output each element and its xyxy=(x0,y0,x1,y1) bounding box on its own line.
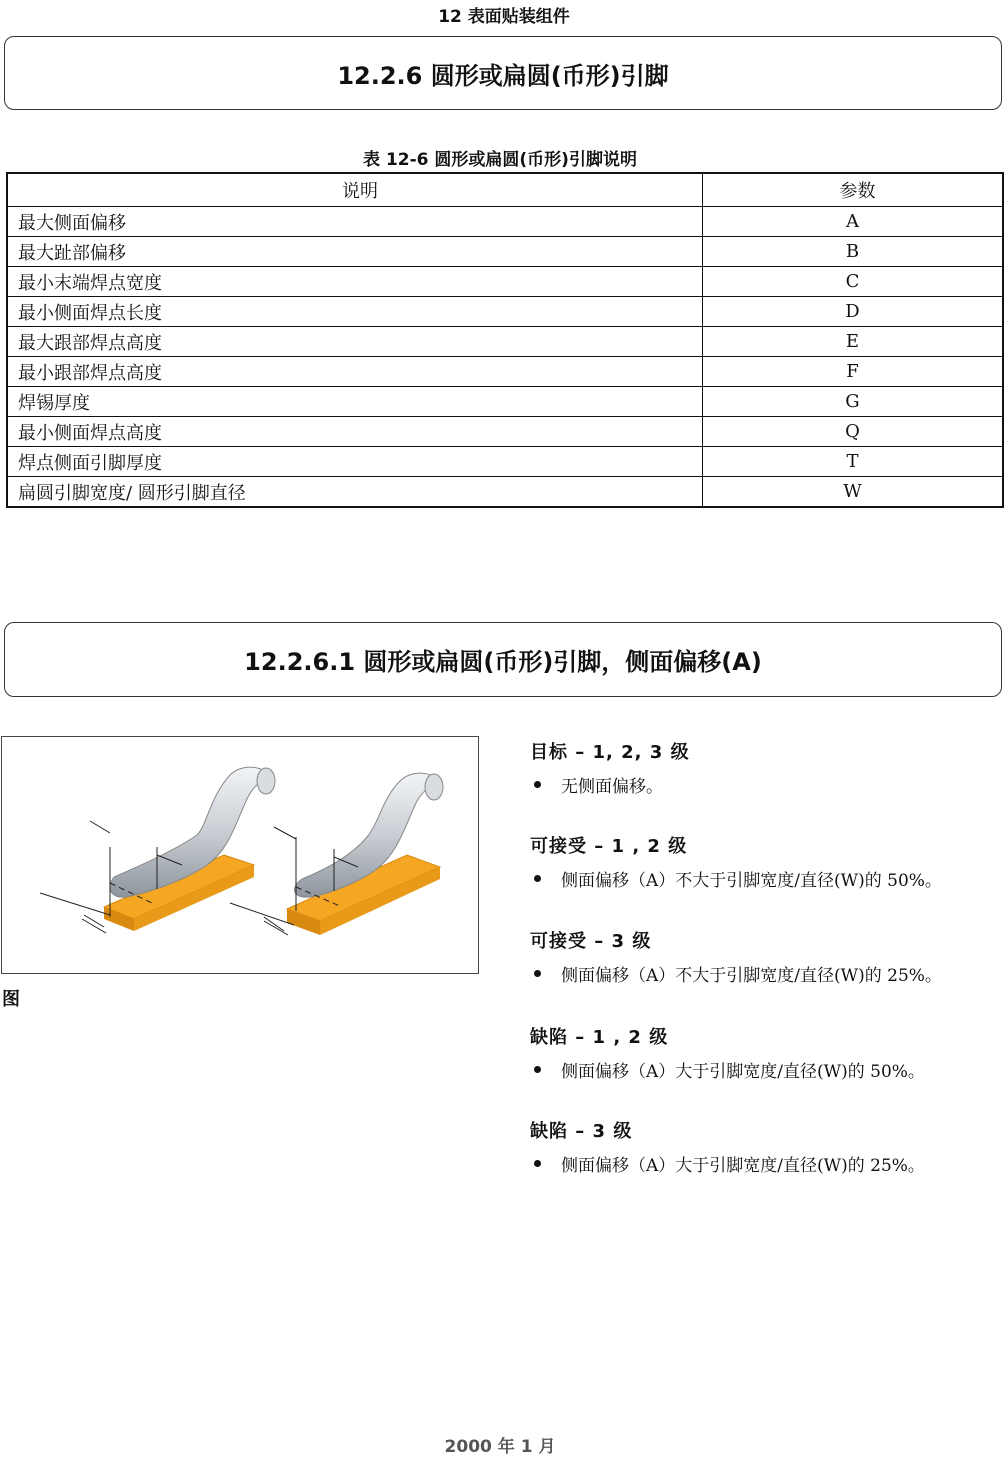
row-description: 焊点侧面引脚厚度 xyxy=(7,447,703,477)
lead-offset-figure xyxy=(1,736,479,974)
figure-label: 图 xyxy=(2,989,20,1010)
table-row xyxy=(7,387,1003,417)
criteria-text: 无侧面偏移。 xyxy=(561,777,663,797)
row-description: 扁圆引脚宽度/ 圆形引脚直径 xyxy=(7,477,703,508)
table-caption: 表 12-6 圆形或扁圆(币形)引脚说明 xyxy=(363,150,637,170)
lead-illustration xyxy=(2,737,478,973)
header-parameter: 参数 xyxy=(703,173,1004,207)
criteria-item xyxy=(530,961,1008,986)
criteria-item xyxy=(530,1151,1008,1176)
table-row xyxy=(7,297,1003,327)
header-description: 说明 xyxy=(7,173,703,207)
row-description: 最大趾部偏移 xyxy=(7,237,703,267)
table-row xyxy=(7,207,1003,237)
row-description: 最小侧面焊点高度 xyxy=(7,417,703,447)
criteria-defect-12 xyxy=(530,1023,1008,1082)
criteria-title: 缺陷 – 1 , 2 级 xyxy=(530,1027,669,1048)
criteria-item xyxy=(530,866,1008,891)
row-parameter: A xyxy=(703,207,1004,237)
criteria-title: 可接受 – 1 , 2 级 xyxy=(530,836,688,857)
criteria-defect-3 xyxy=(530,1117,1008,1176)
row-description: 最小侧面焊点长度 xyxy=(7,297,703,327)
bullet-icon xyxy=(534,970,541,977)
section-title: 12.2.6 圆形或扁圆(币形)引脚 xyxy=(337,61,669,90)
row-description: 最小跟部焊点高度 xyxy=(7,357,703,387)
criteria-title: 缺陷 – 3 级 xyxy=(530,1121,633,1142)
criteria-title: 可接受 – 3 级 xyxy=(530,931,652,952)
row-description: 最大侧面偏移 xyxy=(7,207,703,237)
bullet-icon xyxy=(534,875,541,882)
row-parameter: G xyxy=(703,387,1004,417)
criteria-title: 目标 – 1, 2, 3 级 xyxy=(530,742,690,763)
criteria-text: 侧面偏移（A）不大于引脚宽度/直径(W)的 50%。 xyxy=(561,871,942,891)
table-row xyxy=(7,477,1003,508)
criteria-text: 侧面偏移（A）大于引脚宽度/直径(W)的 50%。 xyxy=(561,1062,925,1082)
left-lead-end xyxy=(257,768,275,794)
row-parameter: Q xyxy=(703,417,1004,447)
row-parameter: T xyxy=(703,447,1004,477)
section-title-box xyxy=(4,36,1002,110)
table-row xyxy=(7,267,1003,297)
criteria-text: 侧面偏移（A）不大于引脚宽度/直径(W)的 25%。 xyxy=(561,966,942,986)
table-row xyxy=(7,417,1003,447)
row-parameter: C xyxy=(703,267,1004,297)
table-row xyxy=(7,237,1003,267)
row-parameter: F xyxy=(703,357,1004,387)
table-header-row xyxy=(7,173,1003,207)
row-description: 最小末端焊点宽度 xyxy=(7,267,703,297)
bullet-icon xyxy=(534,1160,541,1167)
criteria-target xyxy=(530,738,1008,797)
row-parameter: W xyxy=(703,477,1004,508)
row-parameter: B xyxy=(703,237,1004,267)
chapter-header: 12 表面贴装组件 xyxy=(438,7,570,27)
criteria-item xyxy=(530,772,1008,797)
bullet-icon xyxy=(534,781,541,788)
row-description: 最大跟部焊点高度 xyxy=(7,327,703,357)
parameter-table xyxy=(6,172,1004,508)
bullet-icon xyxy=(534,1066,541,1073)
table-row xyxy=(7,327,1003,357)
criteria-text: 侧面偏移（A）大于引脚宽度/直径(W)的 25%。 xyxy=(561,1156,925,1176)
right-lead-end xyxy=(425,774,443,800)
row-parameter: D xyxy=(703,297,1004,327)
table-row xyxy=(7,447,1003,477)
subsection-title-box xyxy=(4,622,1002,697)
row-description: 焊锡厚度 xyxy=(7,387,703,417)
criteria-item xyxy=(530,1057,1008,1082)
criteria-acceptable-12 xyxy=(530,832,1008,891)
row-parameter: E xyxy=(703,327,1004,357)
criteria-acceptable-3 xyxy=(530,927,1008,986)
page-footer-date: 2000 年 1 月 xyxy=(444,1437,556,1457)
subsection-title: 12.2.6.1 圆形或扁圆(币形)引脚，侧面偏移(A) xyxy=(244,648,762,676)
table-row xyxy=(7,357,1003,387)
